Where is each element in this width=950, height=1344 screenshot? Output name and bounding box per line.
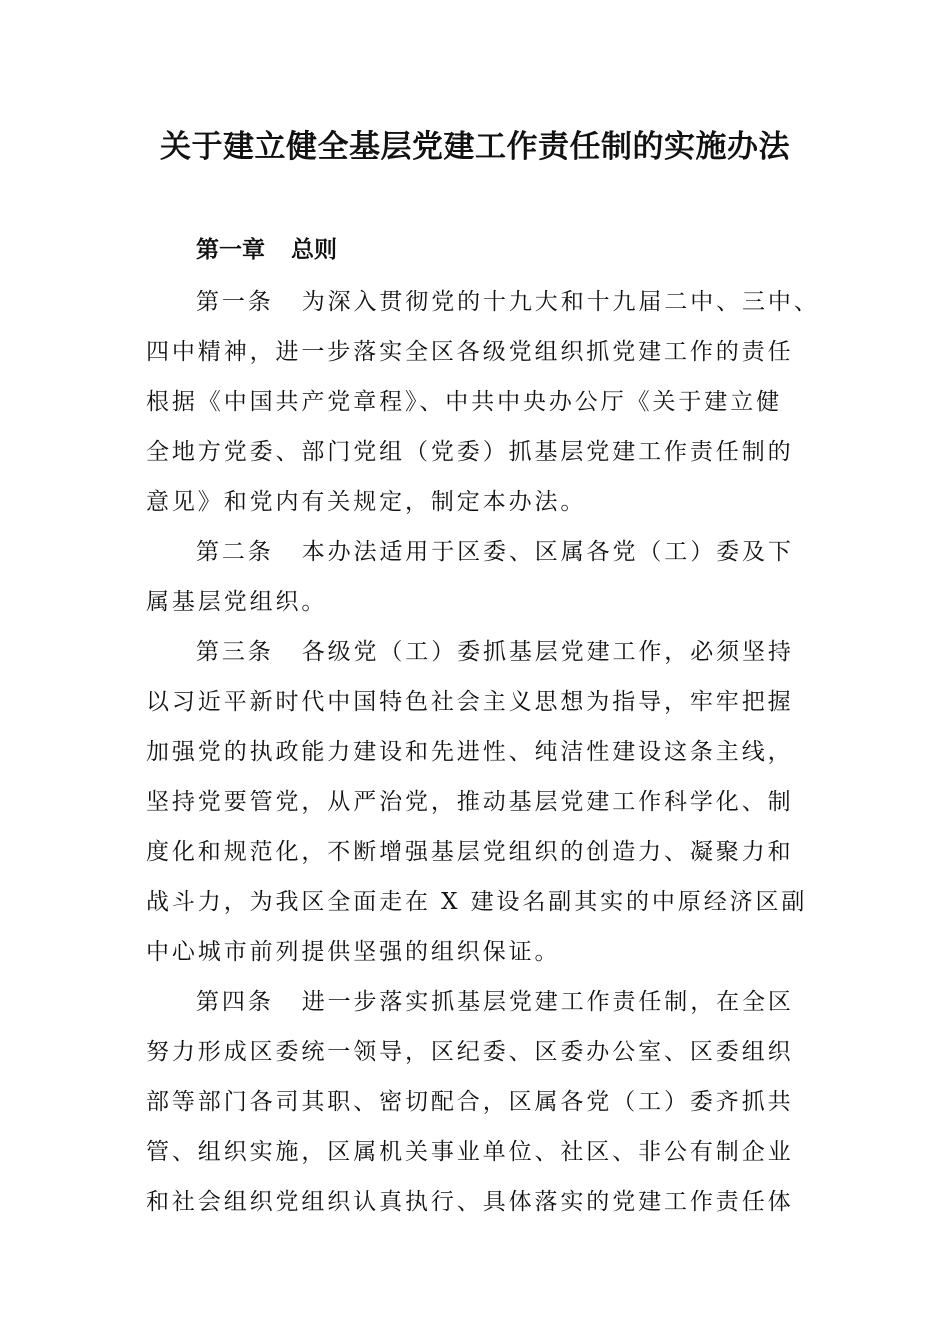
chapter-heading	[196, 228, 337, 272]
article-number: 第三条	[196, 639, 274, 665]
article-line: 管、组织实施，区属机关事业单位、社区、非公有制企业	[146, 1139, 794, 1165]
article-line	[146, 277, 936, 327]
article-line: 四中精神，进一步落实全区各级党组织抓党建工作的责任	[146, 339, 794, 365]
article-number: 第二条	[196, 539, 274, 565]
article-line: 战斗力，为我区全面走在 X 建设名副其实的中原经济区副	[146, 889, 808, 915]
article-line: 度化和规范化，不断增强基层党组织的创造力、凝聚力和	[146, 839, 794, 865]
article-line	[146, 627, 936, 677]
article-line: 坚持党要管党，从严治党，推动基层党建工作科学化、制	[146, 789, 794, 815]
article-line: 部等部门各司其职、密切配合，区属各党（工）委齐抓共	[146, 1089, 794, 1115]
document-title: 关于建立健全基层党建工作责任制的实施办法	[160, 129, 790, 165]
article-line: 意见》和党内有关规定，制定本办法。	[146, 489, 587, 515]
article-3	[146, 627, 936, 977]
article-line: 努力形成区委统一领导，区纪委、区委办公室、区委组织	[146, 1039, 794, 1065]
article-line: 和社会组织党组织认真执行、具体落实的党建工作责任体	[146, 1189, 794, 1215]
article-number: 第一条	[196, 289, 274, 315]
article-line: 根据《中国共产党章程》、中共中央办公厅《关于建立健	[146, 389, 782, 415]
document-body	[146, 277, 936, 1227]
article-line: 属基层党组织。	[146, 589, 328, 615]
article-line: 全地方党委、部门党组（党委）抓基层党建工作责任制的	[146, 439, 794, 465]
article-text: 进一步落实抓基层党建工作责任制，在全区	[301, 989, 794, 1015]
article-text: 本办法适用于区委、区属各党（工）委及下	[301, 539, 794, 565]
chapter-name: 总则	[291, 237, 337, 263]
article-4	[146, 977, 936, 1227]
article-1	[146, 277, 936, 527]
article-text: 各级党（工）委抓基层党建工作，必须坚持	[301, 639, 794, 665]
article-line	[146, 527, 936, 577]
article-2	[146, 527, 936, 627]
article-text: 为深入贯彻党的十九大和十九届二中、三中、	[301, 289, 820, 315]
article-line: 中心城市前列提供坚强的组织保证。	[146, 939, 561, 965]
chapter-number: 第一章	[196, 237, 265, 263]
article-line	[146, 977, 936, 1027]
article-line: 以习近平新时代中国特色社会主义思想为指导，牢牢把握	[146, 689, 794, 715]
article-line: 加强党的执政能力建设和先进性、纯洁性建设这条主线，	[146, 739, 794, 765]
article-number: 第四条	[196, 989, 274, 1015]
